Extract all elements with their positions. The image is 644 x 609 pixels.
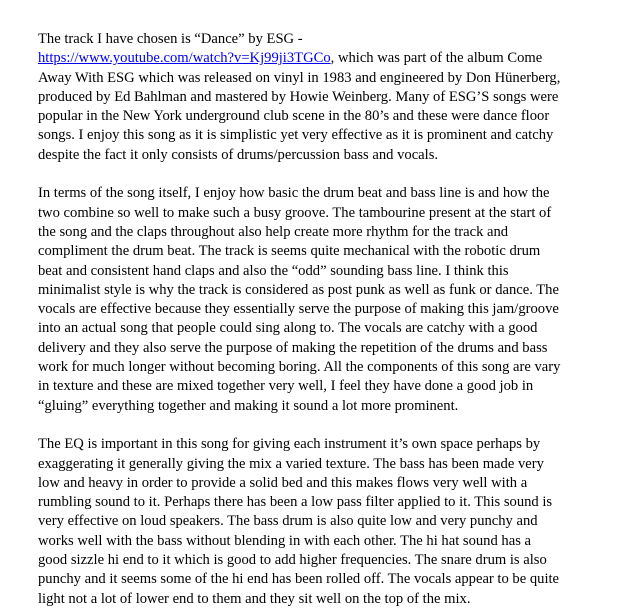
text-line: “gluing” everything together and making it sound a lot more prominent.	[38, 397, 459, 414]
text-line: vocals are effective because they essentially serve the purpose of making this jam/groove	[38, 301, 559, 318]
text-line: works well with the bass without blending in with each other. The hi hat sound has a	[38, 532, 532, 549]
text-line: exaggerating it generally giving the mix a varied texture. The bass has been made very	[38, 455, 544, 472]
text-line: rumbling sound to it. Perhaps there has been a low pass filter applied to it. This sound is	[38, 494, 553, 511]
text-line: In terms of the song itself, I enjoy how basic the drum beat and bass line is and how the	[38, 185, 550, 202]
text-line: two combine so well to make such a busy groove. The tambourine present at the start of	[38, 204, 552, 221]
text-line: the song and the claps throughout also help create more rhythm for the track and	[38, 223, 509, 240]
text-line: produced by Ed Bahlman and mastered by Howie Weinberg. Many of ESG’S songs were	[38, 88, 559, 105]
text-line: delivery and they also serve the purpose of making the repetition of the drums and bass	[38, 339, 548, 356]
text-line: The EQ is important in this song for giving each instrument it’s own space perhaps by	[38, 436, 541, 453]
text-line: low and heavy in order to provide a solid bed and this makes flows very well with a	[38, 474, 528, 491]
document-body	[38, 30, 614, 609]
text-line: The track I have chosen is “Dance” by ESG -	[38, 31, 303, 47]
text-line: in texture and these are mixed together very well, I feel they have done a good job in	[38, 378, 534, 395]
paragraph-intro	[38, 30, 614, 165]
text-line: popular in the New York underground club scene in the 80’s and these were dance floor	[38, 108, 550, 125]
text-line: songs. I enjoy this song as it is simplistic yet very effective as it is prominent and catchy	[38, 127, 554, 144]
youtube-link[interactable]: https://www.youtube.com/watch?v=Kj99ji3TGCo	[38, 50, 331, 67]
paragraph-eq-analysis	[38, 435, 614, 609]
text-line: Away With ESG which was released on vinyl in 1983 and engineered by Don Hünerberg,	[38, 69, 561, 86]
text-fragment: , which was part of the album Come	[330, 50, 543, 67]
text-line: good sizzle hi end to it which is good to add higher frequencies. The snare drum is also	[38, 552, 547, 569]
paragraph-song-analysis	[38, 184, 614, 416]
text-line: beat and consistent hand claps and also the “odd” sounding bass line. I think this	[38, 262, 509, 279]
text-line: work for much longer without becoming boring. All the components of this song are vary	[38, 359, 561, 376]
text-line: into an actual song that people could sing along to. The vocals are catchy with a good	[38, 320, 538, 337]
text-line: punchy and it seems some of the hi end has been rolled off. The vocals appear to be quite	[38, 571, 560, 588]
text-line: minimalist style is why the track is considered as post punk as well as funk or dance. The	[38, 281, 559, 298]
text-line	[38, 49, 614, 68]
text-line: compliment the drum beat. The track is seems quite mechanical with the robotic drum	[38, 243, 541, 260]
text-line: very effective on loud speakers. The bass drum is also quite low and very punchy and	[38, 513, 538, 530]
text-line: despite the fact it only consists of drums/percussion bass and vocals.	[38, 146, 439, 163]
text-line: light not a lot of lower end to them and they sit well on the top of the mix.	[38, 590, 471, 607]
